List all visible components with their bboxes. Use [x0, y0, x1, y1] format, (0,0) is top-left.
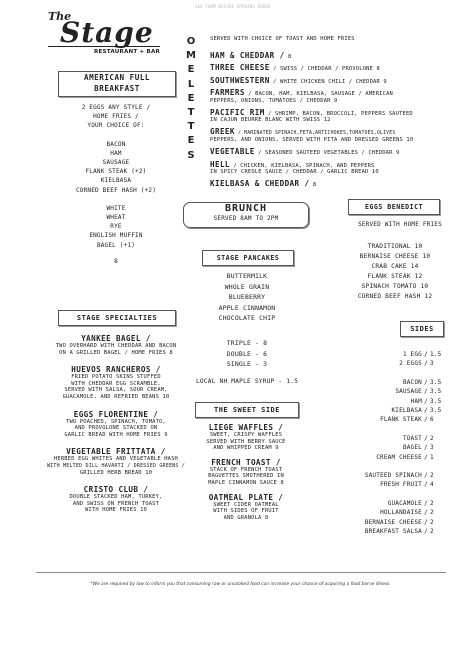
specialty-item: EGGS FLORENTINE / TWO POACHED, SPINACH, TOMATO, AND PROVOLONE STACKED ON GARLIC BREAD WITH HOME FRIES 9	[64, 409, 168, 438]
logo-the: The	[48, 10, 72, 23]
specialty-item: HUEVOS RANCHEROS / FRIED POTATO SKINS STUFFED WITH CHEDDAR EGG SCRAMBLE, SERVED WITH SALSA, SOUR CREAM, GUACAMOLE, AND REFRIED BEANS 10	[62, 365, 170, 400]
omelette-item: PACIFIC RIM / SHRIMP, BACON, BROCCOLI, PEPPERS SAUTEED IN CAJUN BEURRE BLANC WITH SWISS 12	[210, 107, 413, 124]
sides-list	[330, 350, 448, 537]
brunch-hours: SERVED 8AM TO 2PM	[213, 215, 279, 222]
side-row: FLANK STEAK / 6	[380, 416, 434, 424]
sweet-item: FRENCH TOAST / STACK OF FRENCH TOAST BAGUETTES SMOTHERED IN MAPLE CINNAMON SAUCE 8	[208, 457, 284, 486]
specialties-heading: STAGE SPECIALTIES	[58, 310, 176, 326]
american-breakfast-price: 8	[114, 257, 118, 265]
side-row: CREAM CHEESE / 1	[376, 453, 434, 461]
sweet-list	[185, 423, 307, 521]
specialty-item: YANKEE BAGEL / TWO OVERHARD WITH CHEDDAR AND BACON ON A GRILLED BAGEL / HOME FRIES 8	[55, 334, 177, 356]
omelettes-vertical-label: O M E L E T T E S	[186, 36, 196, 161]
side-row: GUACAMOLE / 2	[387, 499, 434, 507]
side-row: BACON / 3.5	[402, 378, 442, 386]
omelettes-intro: SERVED WITH CHOICE OF TOAST AND HOME FRIES	[210, 36, 355, 42]
sides-group	[330, 499, 448, 537]
specialty-item: CRISTO CLUB / DOUBLE STACKED HAM, TURKEY, AND SWISS ON FRENCH TOAST WITH HOME FRIES 10	[69, 485, 163, 514]
sides-heading: SIDES	[400, 321, 444, 337]
side-row: TOAST / 2	[402, 434, 434, 442]
side-row: BERNAISE CHEESE / 2	[364, 518, 434, 526]
sides-group	[330, 471, 448, 490]
sides-group	[330, 378, 448, 425]
american-breakfast-heading: AMERICAN FULL BREAKFAST	[58, 71, 176, 97]
pancakes-flavors: BUTTERMILK WHOLE GRAIN BLUEBERRY APPLE CINNAMON CHOCOLATE CHIP	[218, 272, 276, 322]
side-row: SAUSAGE / 3.5	[395, 388, 442, 396]
watermark-text: SEE FORM BEFORE OPENING ORDER	[195, 4, 271, 9]
specialty-item: VEGETABLE FRITTATA / HERBED EGG WHITES AND VEGETABLE HASH WITH MELTED DILL HAVARTI / DRESSED GREENS / GRILLED HERB BREAD 10	[46, 447, 186, 476]
specialties-list	[40, 334, 192, 514]
logo-rule	[48, 46, 160, 47]
sweet-item: LIEGE WAFFLES / SWEET, CRISPY WAFFLES SERVED WITH BERRY SAUCE AND WHIPPED CREAM 9	[206, 423, 286, 452]
benedict-intro: SERVED WITH HOME FRIES	[358, 221, 442, 228]
benedict-heading: EGGS BENEDICT	[348, 199, 440, 215]
sweet-item: OATMEAL PLATE / SWEET CIDER OATMEAL WITH SIDES OF FRUIT AND GRANOLA 8	[208, 492, 284, 521]
omelette-item: FARMERS / BACON, HAM, KIELBASA, SAUSAGE / AMERICAN PEPPERS, ONIONS, TOMATOES / CHEDDAR 9	[210, 88, 393, 104]
side-row: KIELBASA / 3.5	[391, 407, 442, 415]
side-row: HOLLANDAISE / 2	[380, 509, 434, 517]
pancakes-sizes: TRIPLE - 8 DOUBLE - 6 SINGLE - 3	[226, 339, 268, 368]
sides-group	[330, 434, 448, 462]
omelette-item: GREEK / MARINATED SPINACH,FETA,ARTICHOKES,TOMATOES,OLIVES PEPPERS, AND ONIONS, SERVED WITH PITA AND DRESSED GREENS 10	[210, 126, 414, 144]
brunch-heading	[183, 202, 309, 228]
omelette-item: THREE CHEESE / SWISS / CHEDDAR / PROVOLONE 8	[210, 63, 380, 73]
side-row: 1 EGG / 1.5	[402, 351, 442, 358]
footer-disclaimer: *We are required by law to inform you that consuming raw or uncooked food can increase your chance of acquiring a food borne illness	[90, 582, 390, 587]
sides-group	[330, 350, 448, 369]
side-row: SAUTEED SPINACH / 2	[364, 472, 434, 480]
american-breakfast-list: 2 EGGS ANY STYLE / HOME FRIES / YOUR CHOICE OF: BACON HAM SAUSAGE FLANK STEAK (+2) KIELBASA CORNED BEEF HASH (+2) WHITE WHEAT RYE ENGLISH MUFFIN BAGEL (+1) 8	[50, 103, 182, 266]
footer-rule	[36, 572, 446, 573]
side-row: BAGEL / 3	[402, 444, 434, 452]
brunch-title: BRUNCH	[224, 203, 268, 214]
pancakes-heading: STAGE PANCAKES	[202, 250, 294, 266]
sweet-heading: THE SWEET SIDE	[195, 402, 299, 418]
omelette-item: KIELBASA & CHEDDAR / 8	[210, 178, 317, 188]
omelettes-list	[210, 36, 470, 188]
pancakes-syrup: LOCAL NH MAPLE SYRUP - 1.5	[195, 378, 299, 385]
side-row: HAM / 3.5	[410, 397, 442, 405]
logo-subtitle: RESTAURANT + BAR	[94, 49, 161, 55]
benedict-list: TRADITIONAL 10 BERNAISE CHEESE 10 CRAB CAKE 14 FLANK STEAK 12 SPINACH TOMATO 10 CORNED BEEF HASH 12	[357, 243, 433, 300]
side-row: FRESH FRUIT / 4	[380, 481, 434, 489]
omelette-item: HELL / CHICKEN, KIELBASA, SPINACH, AND PEPPERS IN SPICY CREOLE SAUCE / CHEDDAR / GARLIC BREAD 10	[210, 159, 379, 176]
omelette-item: HAM & CHEDDAR / 8	[210, 50, 292, 60]
logo	[48, 12, 168, 60]
omelette-item: SOUTHWESTERN / WHITE CHICKEN CHILI / CHEDDAR 9	[210, 75, 387, 85]
side-row: 2 EGGS / 3	[399, 360, 434, 368]
side-row: BREAKFAST SALSA / 2	[364, 528, 434, 536]
logo-stage: Stage	[60, 16, 154, 49]
omelette-item: VEGETABLE / SEASONED SAUTEED VEGETABLES / CHEDDAR 9	[210, 146, 400, 156]
